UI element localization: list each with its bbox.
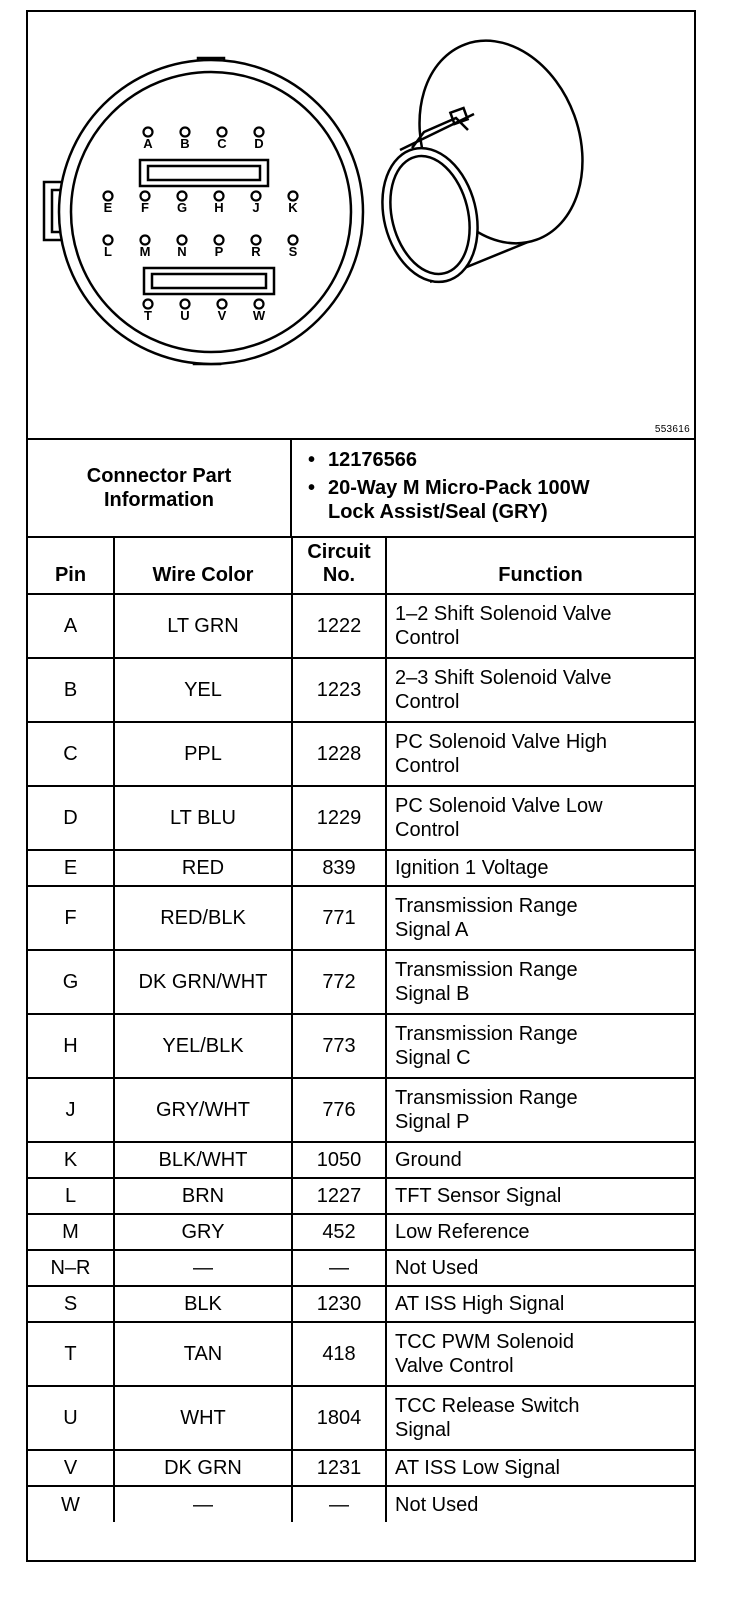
function-line2: Signal A — [395, 919, 469, 941]
pinout-row — [28, 1286, 694, 1322]
pinout-row — [28, 886, 694, 950]
wire-color-cell: RED — [114, 850, 292, 886]
pinout-row — [28, 1178, 694, 1214]
pin-label: R — [251, 244, 261, 259]
wire-color-cell: LT GRN — [114, 594, 292, 658]
function-line2: Control — [395, 691, 460, 713]
pinout-row — [28, 658, 694, 722]
function-line1: Transmission Range — [395, 1087, 578, 1109]
function-cell — [386, 1178, 694, 1214]
function-cell — [386, 1078, 694, 1142]
connector-side-view — [369, 18, 610, 293]
circuit-cell: 776 — [292, 1078, 386, 1142]
pin-label: U — [180, 308, 190, 323]
header-circuit-line2: No. — [322, 564, 356, 586]
circuit-cell: — — [292, 1486, 386, 1522]
pin-cell: W — [28, 1486, 114, 1522]
pin-label: V — [217, 308, 227, 323]
pinout-row — [28, 1486, 694, 1522]
circuit-cell: 1804 — [292, 1386, 386, 1450]
pin-cell: A — [28, 594, 114, 658]
pinout-row — [28, 1078, 694, 1142]
function-line2: Signal B — [395, 983, 470, 1005]
pinout-table — [28, 538, 694, 1522]
figure-code: 553616 — [654, 424, 690, 435]
connector-info-heading-line2: Information — [104, 489, 214, 511]
connector-description-line1: 20-Way M Micro-Pack 100W — [328, 477, 590, 499]
pinout-row — [28, 1214, 694, 1250]
circuit-cell: 1050 — [292, 1142, 386, 1178]
function-cell — [386, 1286, 694, 1322]
connector-info — [28, 440, 694, 538]
pin-label: C — [217, 136, 227, 151]
function-cell — [386, 722, 694, 786]
function-cell — [386, 594, 694, 658]
function-cell — [386, 658, 694, 722]
pin-label: W — [252, 308, 266, 323]
function-line1: PC Solenoid Valve Low — [395, 795, 603, 817]
function-cell — [386, 1014, 694, 1078]
pinout-header-row — [28, 538, 694, 594]
pin-cell: U — [28, 1386, 114, 1450]
function-line1: Low Reference — [395, 1221, 530, 1243]
function-line1: Transmission Range — [395, 895, 578, 917]
pin-label: E — [103, 200, 113, 215]
function-line2: Control — [395, 627, 460, 649]
pin-label: G — [176, 200, 188, 215]
function-cell — [386, 886, 694, 950]
wire-color-cell: YEL — [114, 658, 292, 722]
wire-color-cell: BLK — [114, 1286, 292, 1322]
connector-sheet — [26, 10, 696, 1562]
function-cell — [386, 1386, 694, 1450]
function-cell — [386, 1142, 694, 1178]
pin-label: K — [288, 200, 298, 215]
function-line1: AT ISS Low Signal — [395, 1457, 560, 1479]
pinout-row — [28, 1250, 694, 1286]
pin-label: T — [144, 308, 152, 323]
connector-description — [328, 476, 694, 524]
circuit-cell: 1228 — [292, 722, 386, 786]
wire-color-cell: PPL — [114, 722, 292, 786]
function-line1: Ignition 1 Voltage — [395, 857, 549, 879]
header-pin: Pin — [28, 538, 114, 594]
pin-cell: L — [28, 1178, 114, 1214]
circuit-cell: 1229 — [292, 786, 386, 850]
function-cell — [386, 950, 694, 1014]
function-line1: AT ISS High Signal — [395, 1293, 565, 1315]
wire-color-cell: GRY — [114, 1214, 292, 1250]
function-line2: Control — [395, 819, 460, 841]
header-circuit-line1: Circuit — [307, 541, 371, 563]
pin-cell: N–R — [28, 1250, 114, 1286]
pinout-row — [28, 1386, 694, 1450]
wire-color-cell: WHT — [114, 1386, 292, 1450]
header-function: Function — [386, 538, 694, 594]
wire-color-cell: DK GRN — [114, 1450, 292, 1486]
function-line2: Signal P — [395, 1111, 470, 1133]
circuit-cell: 1222 — [292, 594, 386, 658]
circuit-cell: 1230 — [292, 1286, 386, 1322]
part-number: • 12176566 — [328, 448, 694, 472]
connector-info-details — [292, 440, 694, 536]
pin-label: B — [180, 136, 190, 151]
circuit-cell: 773 — [292, 1014, 386, 1078]
wire-color-cell: DK GRN/WHT — [114, 950, 292, 1014]
function-cell — [386, 1450, 694, 1486]
pin-cell: V — [28, 1450, 114, 1486]
pin-label: A — [143, 136, 153, 151]
pinout-row — [28, 950, 694, 1014]
pin-label: L — [104, 244, 112, 259]
pinout-row — [28, 786, 694, 850]
wire-color-cell: BRN — [114, 1178, 292, 1214]
function-line1: TCC Release Switch — [395, 1395, 580, 1417]
pin-cell: C — [28, 722, 114, 786]
function-line1: Ground — [395, 1149, 462, 1171]
header-circuit-no — [292, 538, 386, 594]
connector-figure — [28, 12, 694, 440]
function-cell — [386, 1486, 694, 1522]
pinout-row — [28, 1014, 694, 1078]
function-line2: Signal C — [395, 1047, 471, 1069]
function-line1: Transmission Range — [395, 959, 578, 981]
function-line1: 2–3 Shift Solenoid Valve — [395, 667, 612, 689]
circuit-cell: 1223 — [292, 658, 386, 722]
function-line2: Valve Control — [395, 1355, 514, 1377]
pin-cell: B — [28, 658, 114, 722]
pin-label: S — [288, 244, 298, 259]
wire-color-cell: RED/BLK — [114, 886, 292, 950]
pinout-row — [28, 1450, 694, 1486]
function-line1: TCC PWM Solenoid — [395, 1331, 574, 1353]
pin-label: N — [177, 244, 187, 259]
wire-color-cell: YEL/BLK — [114, 1014, 292, 1078]
pin-cell: E — [28, 850, 114, 886]
circuit-cell: 839 — [292, 850, 386, 886]
pin-label: H — [214, 200, 224, 215]
function-line2: Signal — [395, 1419, 451, 1441]
pin-label: P — [214, 244, 224, 259]
pin-label: M — [139, 244, 151, 259]
wire-color-cell: LT BLU — [114, 786, 292, 850]
header-wire-color: Wire Color — [114, 538, 292, 594]
function-line1: Not Used — [395, 1257, 479, 1279]
pin-cell: K — [28, 1142, 114, 1178]
connector-face-view — [44, 58, 363, 364]
pin-cell: D — [28, 786, 114, 850]
function-cell — [386, 1250, 694, 1286]
wire-color-cell: TAN — [114, 1322, 292, 1386]
pin-cell: T — [28, 1322, 114, 1386]
function-line2: Control — [395, 755, 460, 777]
circuit-cell: 771 — [292, 886, 386, 950]
pin-label: D — [254, 136, 264, 151]
function-line1: PC Solenoid Valve High — [395, 731, 607, 753]
function-cell — [386, 850, 694, 886]
pin-cell: G — [28, 950, 114, 1014]
wire-color-cell: BLK/WHT — [114, 1142, 292, 1178]
circuit-cell: 1227 — [292, 1178, 386, 1214]
function-cell — [386, 1322, 694, 1386]
wire-color-cell: — — [114, 1250, 292, 1286]
pin-cell: J — [28, 1078, 114, 1142]
pin-cell: H — [28, 1014, 114, 1078]
wire-color-cell: — — [114, 1486, 292, 1522]
pinout-row — [28, 722, 694, 786]
connector-info-heading-line1: Connector Part — [86, 465, 232, 487]
pin-cell: M — [28, 1214, 114, 1250]
function-line1: Not Used — [395, 1493, 479, 1516]
connector-illustration — [28, 12, 694, 438]
circuit-cell: 418 — [292, 1322, 386, 1386]
circuit-cell: — — [292, 1250, 386, 1286]
function-cell — [386, 1214, 694, 1250]
function-cell — [386, 786, 694, 850]
pin-cell: F — [28, 886, 114, 950]
pinout-row — [28, 594, 694, 658]
circuit-cell: 452 — [292, 1214, 386, 1250]
circuit-cell: 1231 — [292, 1450, 386, 1486]
function-line1: 1–2 Shift Solenoid Valve — [395, 603, 612, 625]
pinout-row — [28, 1142, 694, 1178]
wire-color-cell: GRY/WHT — [114, 1078, 292, 1142]
pin-label: J — [252, 200, 260, 215]
function-line1: TFT Sensor Signal — [395, 1185, 562, 1207]
circuit-cell: 772 — [292, 950, 386, 1014]
connector-description-line2: Lock Assist/Seal (GRY) — [328, 501, 548, 523]
pinout-row — [28, 1322, 694, 1386]
function-line1: Transmission Range — [395, 1023, 578, 1045]
pin-label: F — [141, 200, 149, 215]
connector-info-heading — [28, 440, 292, 536]
pin-cell: S — [28, 1286, 114, 1322]
pinout-row — [28, 850, 694, 886]
